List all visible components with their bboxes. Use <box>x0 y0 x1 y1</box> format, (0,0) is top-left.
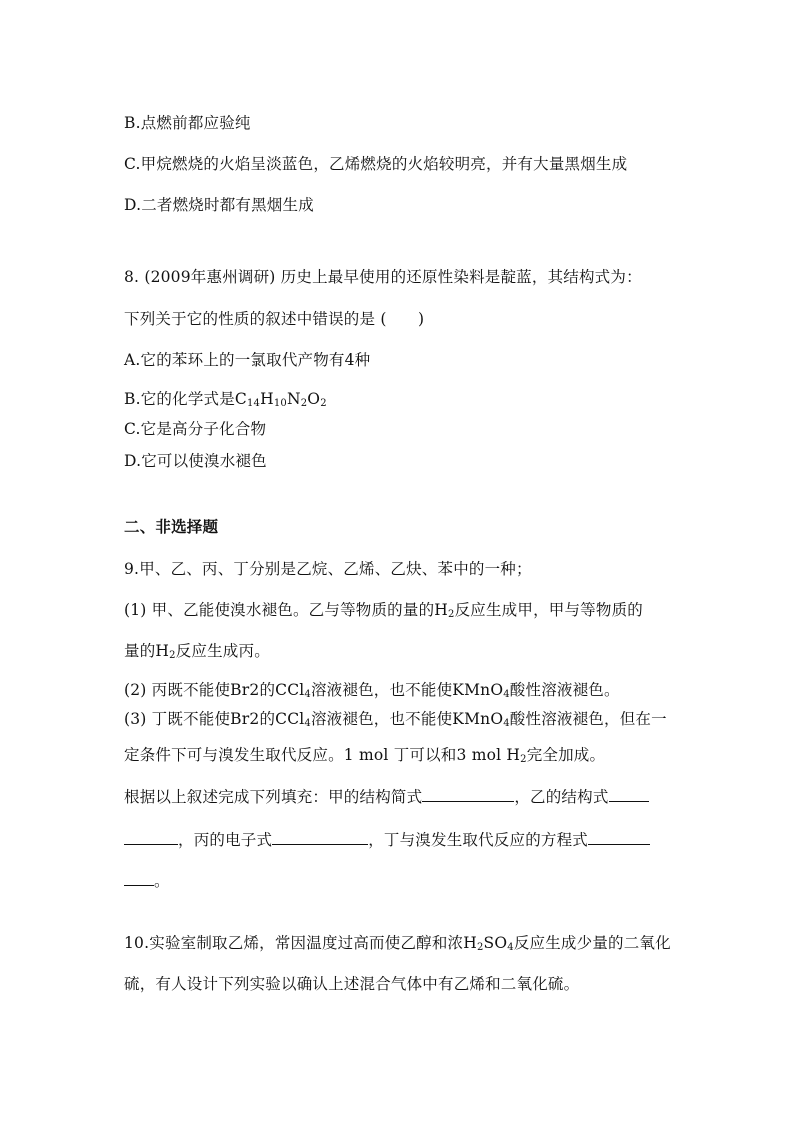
q9-c3-text-cont: 溶液褪色，也不能使KMnO <box>310 710 504 728</box>
q9-fill-text-bing: ，丙的电子式 <box>178 831 273 849</box>
q8-option-c-text: C.它是高分子化合物 <box>124 420 267 438</box>
q8-stem-line2 <box>124 309 424 329</box>
q9-fill-text: 根据以上叙述完成下列填充：甲的结构简式 <box>124 788 423 806</box>
q9-c3-text: (3) 丁既不能使Br2的CCl <box>124 710 305 728</box>
answer-blank-jia-structure[interactable] <box>422 787 514 802</box>
q10-line2 <box>124 974 579 994</box>
section2-title-text: 二、非选择题 <box>124 517 219 536</box>
q9-condition-3-line1 <box>124 709 667 729</box>
q7-option-c-text: C.甲烷燃烧的火焰呈淡蓝色，乙烯燃烧的火焰较明亮，并有大量黑烟生成 <box>124 155 628 173</box>
q8-option-d-text: D.它可以使溴水褪色 <box>124 452 267 470</box>
q9-c3-text-end: 酸性溶液褪色，但在一 <box>509 710 667 728</box>
q9-stem-text: 9.甲、乙、丙、丁分别是乙烷、乙烯、乙炔、苯中的一种； <box>124 560 532 578</box>
q10-subscript: 4 <box>507 942 514 953</box>
q9-c2-text-end: 酸性溶液褪色。 <box>509 681 620 699</box>
q9-fill-text-ding: ，丁与溴发生取代反应的方程式 <box>368 831 589 849</box>
q8-option-b-subscript: 2 <box>300 398 308 409</box>
answer-blank-ding-equation-cont[interactable] <box>124 871 154 886</box>
q8-stem-line1 <box>124 267 642 287</box>
q9-c1-line2-text-cont: 反应生成丙。 <box>175 642 270 660</box>
q8-option-b-subscript: 14 <box>246 398 261 409</box>
q8-option-b <box>124 389 327 409</box>
q9-c2-text: (2) 丙既不能使Br2的CCl <box>124 681 305 699</box>
answer-blank-yi-structure[interactable] <box>609 787 649 802</box>
q9-c3-line2-text-cont: 完全加成。 <box>526 746 606 764</box>
q7-option-d <box>124 195 314 215</box>
q9-stem <box>124 559 532 579</box>
q10-line1 <box>124 933 671 953</box>
q9-c3-subscript: 4 <box>304 718 311 729</box>
q8-option-b-element-n: N <box>286 390 301 408</box>
q8-stem-line1-text: 8. (2009年惠州调研) 历史上最早使用的还原性染料是靛蓝，其结构式为： <box>124 268 642 286</box>
answer-blank-bing-electron[interactable] <box>272 830 368 845</box>
q9-condition-3-line2 <box>124 745 605 765</box>
q9-c2-subscript: 4 <box>503 689 510 700</box>
q10-line2-text: 硫，有人设计下列实验以确认上述混合气体中有乙烯和二氧化硫。 <box>124 975 580 993</box>
q9-c3-line2-subscript: 2 <box>520 754 527 765</box>
q9-c1-text: (1) 甲、乙能使溴水褪色。乙与等物质的量的H <box>124 601 449 619</box>
q8-option-b-subscript: 10 <box>273 398 287 409</box>
q10-line1-text-cont: 反应生成少量的二氧化 <box>513 934 671 952</box>
q9-fill-line2 <box>124 830 650 850</box>
q7-option-c <box>124 154 627 174</box>
q8-option-c <box>124 419 266 439</box>
q8-option-b-prefix: B.它的化学式是C <box>124 390 247 408</box>
q8-option-d <box>124 451 267 471</box>
q9-c2-subscript: 4 <box>304 689 311 700</box>
q8-option-b-element-h: H <box>260 390 274 408</box>
q10-subscript: 2 <box>476 942 484 953</box>
q7-option-d-text: D.二者燃烧时都有黑烟生成 <box>124 196 314 214</box>
q9-c1-subscript: 2 <box>448 609 455 620</box>
q9-c3-line2-text: 定条件下可与溴发生取代反应。1 mol 丁可以和3 mol H <box>124 746 521 764</box>
q9-condition-1-line1 <box>124 600 643 620</box>
q9-c1-line2-text: 量的H <box>124 642 170 660</box>
q9-c2-text-cont: 溶液褪色，也不能使KMnO <box>310 681 504 699</box>
q9-c1-line2-subscript: 2 <box>169 650 176 661</box>
q8-option-a <box>124 350 370 370</box>
q9-fill-text-cont: ，乙的结构式 <box>514 788 609 806</box>
q9-c1-text-cont: 反应生成甲，甲与等物质的 <box>454 601 643 619</box>
q8-option-b-element-o: O <box>307 390 321 408</box>
q9-fill-end: 。 <box>154 872 170 890</box>
section2-title <box>124 517 218 537</box>
q9-fill-line1 <box>124 787 649 807</box>
q8-option-b-subscript: 2 <box>320 398 327 409</box>
q8-stem-line2-text: 下列关于它的性质的叙述中错误的是 ( ) <box>124 310 425 328</box>
q9-fill-line3 <box>124 871 170 891</box>
answer-blank-ding-equation[interactable] <box>588 830 650 845</box>
q9-condition-2 <box>124 680 620 700</box>
q8-option-a-text: A.它的苯环上的一氯取代产物有4种 <box>124 351 371 369</box>
q9-c3-subscript: 4 <box>503 718 510 729</box>
q9-condition-1-line2 <box>124 641 270 661</box>
q10-line1-text: 10.实验室制取乙烯，常因温度过高而使乙醇和浓H <box>124 934 477 952</box>
q10-so: SO <box>483 934 508 952</box>
q7-option-b-text: B.点燃前都应验纯 <box>124 114 251 132</box>
answer-blank-yi-structure-cont[interactable] <box>124 830 178 845</box>
q7-option-b <box>124 113 251 133</box>
